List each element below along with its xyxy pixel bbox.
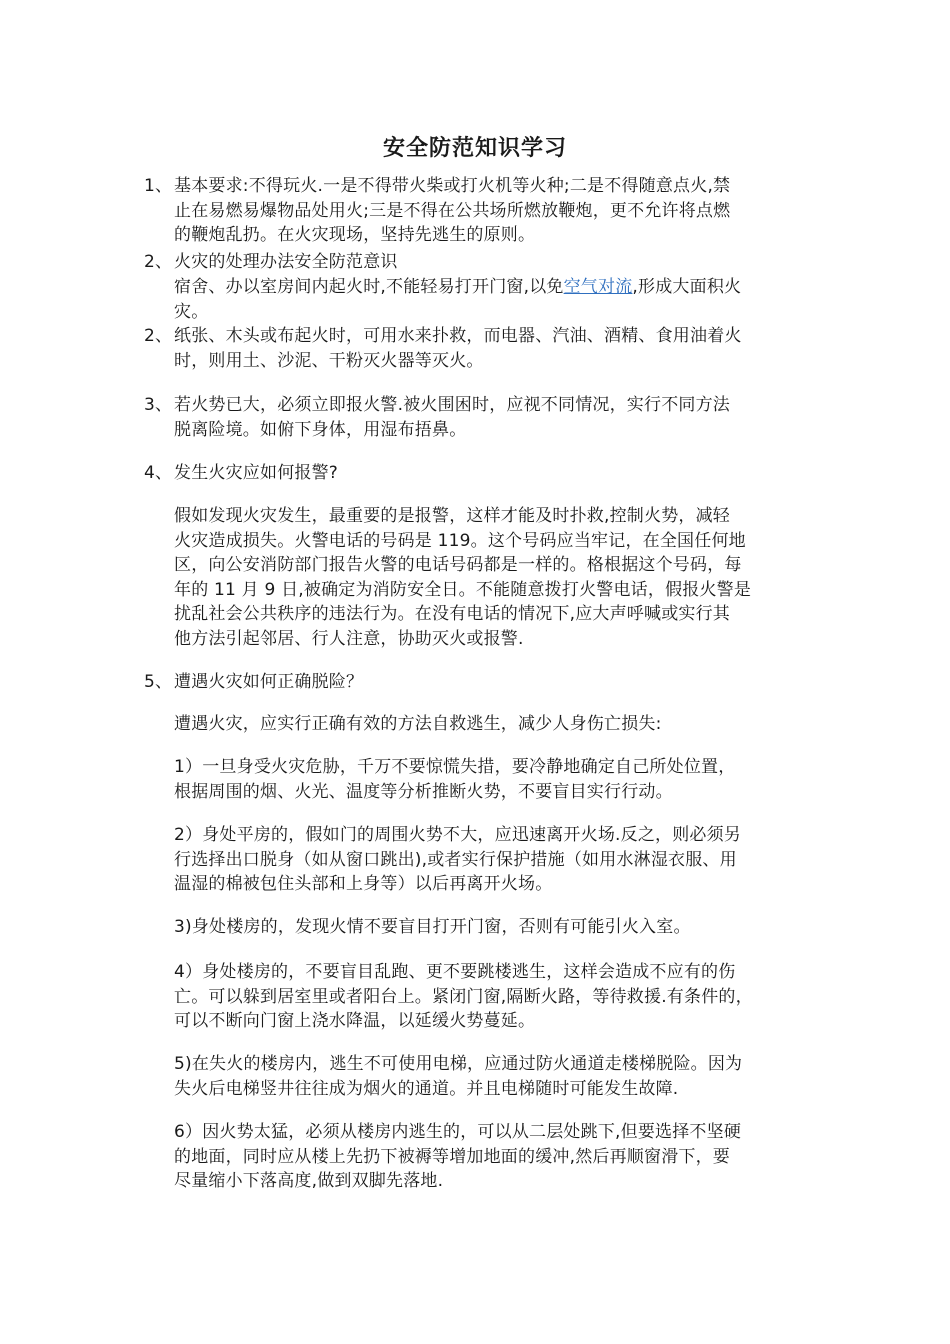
text-line: 根据周围的烟、火光、温度等分析推断火势，不要盲目实行行动。 bbox=[174, 781, 673, 802]
paragraph-text bbox=[174, 250, 814, 275]
paragraph-text bbox=[174, 275, 814, 324]
paragraph-text bbox=[174, 755, 814, 804]
paragraph-text bbox=[174, 393, 814, 442]
text-line: 时，则用土、沙泥、干粉灭火器等灭火。 bbox=[174, 350, 484, 371]
item-number: 2、 bbox=[144, 326, 173, 346]
text-line: 火灾的处理办法安全防范意识 bbox=[174, 252, 398, 272]
text-line: 基本要求:不得玩火.一是不得带火柴或打火机等火种;二是不得随意点火,禁 bbox=[174, 176, 731, 196]
text-line: 3)身处楼房的，发现火情不要盲目打开门窗，否则有可能引火入室。 bbox=[174, 917, 691, 937]
text-line: 年的 11 月 9 日,被确定为消防安全日。不能随意拨打火警电话，假报火警是 bbox=[174, 579, 752, 600]
text-line: 区，向公安消防部门报告火警的电话号码都是一样的。格根据这个号码，每 bbox=[174, 555, 742, 575]
text-line: 止在易燃易爆物品处用火;三是不得在公共场所燃放鞭炮，更不允许将点燃 bbox=[174, 200, 731, 221]
text-line: 的地面，同时应从楼上先扔下被褥等增加地面的缓冲,然后再顺窗滑下，要 bbox=[174, 1146, 731, 1167]
text-segment: 宿舍、办以室房间内起火时,不能轻易打开门窗,以免 bbox=[174, 277, 564, 297]
text-line: 假如发现火灾发生，最重要的是报警，这样才能及时扑救,控制火势，减轻 bbox=[174, 506, 731, 526]
text-line: 脱离险境。如俯下身体，用湿布捂鼻。 bbox=[174, 419, 467, 440]
text-line: 若火势已大，必须立即报火警.被火围困时，应视不同情况，实行不同方法 bbox=[174, 395, 731, 415]
air-convection-link[interactable]: 空气对流 bbox=[563, 277, 633, 297]
item-number: 4、 bbox=[144, 463, 173, 483]
text-line: 的鞭炮乱扔。在火灾现场，坚持先逃生的原则。 bbox=[174, 225, 536, 245]
text-line: 失火后电梯竖井往往成为烟火的通道。并且电梯随时可能发生故障. bbox=[174, 1078, 679, 1099]
paragraph-text bbox=[174, 712, 814, 737]
item-number: 5、 bbox=[144, 672, 173, 692]
text-line: 亡。可以躲到居室里或者阳台上。紧闭门窗,隔断火路，等待救援.有条件的， bbox=[174, 986, 753, 1007]
paragraph-text bbox=[174, 504, 814, 651]
text-line: 尽量缩小下落高度,做到双脚先落地. bbox=[174, 1171, 444, 1191]
text-line: 2）身处平房的，假如门的周围火势不大，应迅速离开火场.反之，则必须另 bbox=[174, 825, 742, 845]
page-title: 安全防范知识学习 bbox=[382, 136, 567, 161]
paragraph-text bbox=[174, 461, 814, 486]
text-line: 行选择出口脱身（如从窗口跳出),或者实行保护措施（如用水淋湿衣服、用 bbox=[174, 849, 737, 870]
text-line: 1）一旦身受火灾危胁，千万不要惊慌失措，要冷静地确定自己所处位置， bbox=[174, 757, 736, 777]
paragraph-text bbox=[174, 324, 814, 373]
text-line: 6）因火势太猛，必须从楼房内逃生的，可以从二层处跳下,但要选择不坚硬 bbox=[174, 1122, 742, 1142]
text-line: 扰乱社会公共秩序的违法行为。在没有电话的情况下,应大声呼喊或实行其 bbox=[174, 604, 731, 624]
text-line: 纸张、木头或布起火时，可用水来扑救，而电器、汽油、酒精、食用油着火 bbox=[174, 326, 742, 346]
paragraph-text bbox=[174, 823, 814, 897]
text-line: 可以不断向门窗上浇水降温，以延缓火势蔓延。 bbox=[174, 1011, 536, 1031]
text-line bbox=[174, 275, 814, 300]
text-line: 4）身处楼房的，不要盲目乱跑、更不要跳楼逃生，这样会造成不应有的伤 bbox=[174, 962, 736, 982]
text-line: 灾。 bbox=[174, 301, 209, 322]
item-number: 1、 bbox=[144, 176, 173, 196]
item-number: 2、 bbox=[144, 252, 173, 272]
text-line: 火灾造成损失。火警电话的号码是 119。这个号码应当牢记，在全国任何地 bbox=[174, 530, 746, 551]
paragraph-text bbox=[174, 1120, 814, 1194]
text-segment: ,形成大面积火 bbox=[632, 277, 742, 297]
text-line: 遭遇火灾，应实行正确有效的方法自救逃生，减少人身伤亡损失: bbox=[174, 714, 662, 734]
text-line: 5)在失火的楼房内，逃生不可使用电梯，应通过防火通道走楼梯脱险。因为 bbox=[174, 1054, 743, 1074]
paragraph-text bbox=[174, 960, 814, 1034]
text-line: 发生火灾应如何报警? bbox=[174, 463, 339, 483]
item-number: 3、 bbox=[144, 395, 173, 415]
text-line: 他方法引起邻居、行人注意，协助灭火或报警. bbox=[174, 628, 524, 649]
paragraph-text bbox=[174, 915, 814, 940]
text-line: 温湿的棉被包住头部和上身等）以后再离开火场。 bbox=[174, 874, 553, 894]
text-line: 遭遇火灾如何正确脱险？ bbox=[174, 672, 364, 692]
paragraph-text bbox=[174, 670, 814, 695]
paragraph-text bbox=[174, 1052, 814, 1101]
paragraph-text bbox=[174, 174, 814, 248]
